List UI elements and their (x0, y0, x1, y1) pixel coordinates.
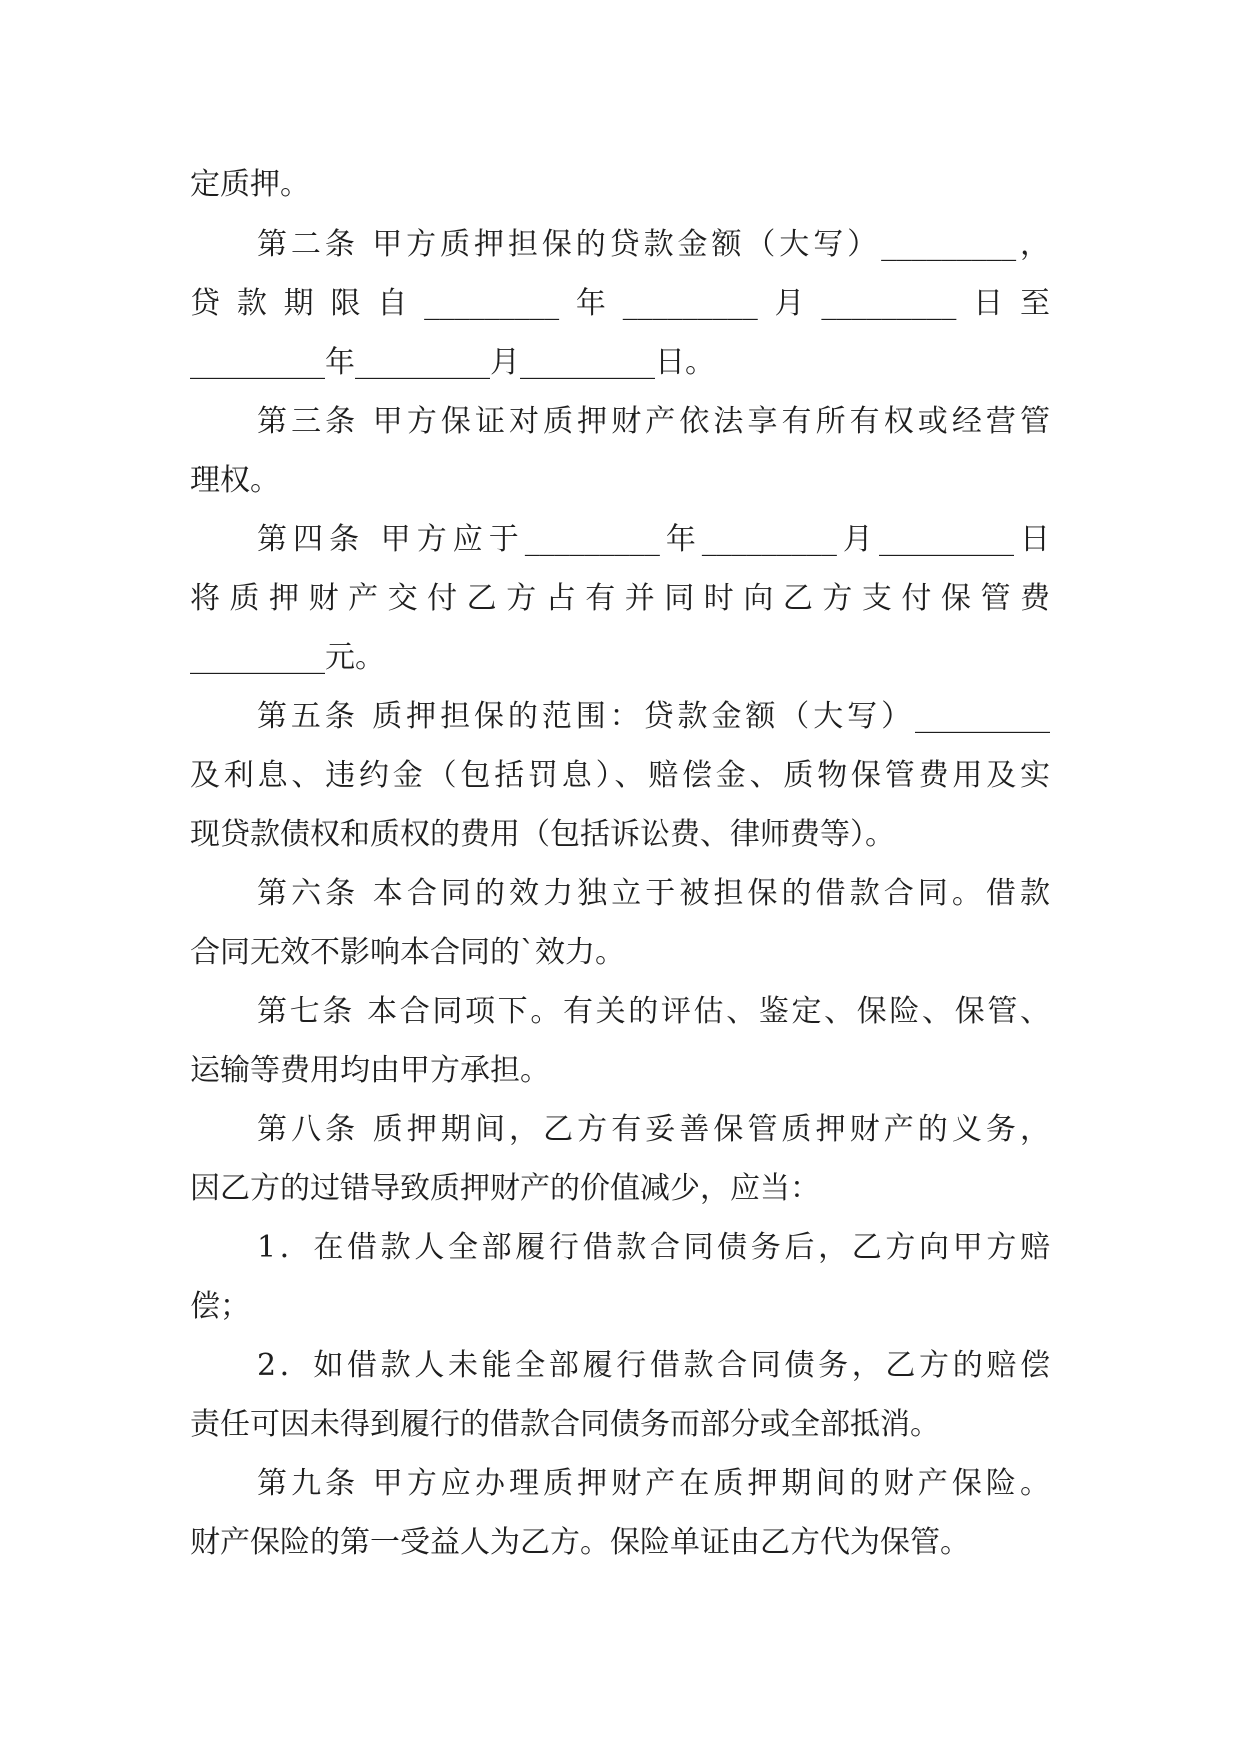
text-line: 第三条 甲方保证对质押财产依法享有所有权或经营管 (257, 404, 1050, 439)
text-line: _________元。 (190, 640, 385, 675)
text-line: 2．如借款人未能全部履行借款合同债务，乙方的赔偿 (257, 1348, 1050, 1383)
text-line: _________年_________月_________日。 (190, 345, 715, 380)
text-line: 贷款期限自_________年_________月_________日至 (190, 286, 1050, 321)
text-line: 第二条 甲方质押担保的贷款金额（大写）_________， (257, 227, 1050, 262)
text-line: 定质押。 (190, 167, 310, 202)
text-line: 第七条 本合同项下。有关的评估、鉴定、保险、保管、 (257, 994, 1050, 1029)
text-line: 因乙方的过错导致质押财产的价值减少，应当： (190, 1171, 820, 1206)
text-line: 第九条 甲方应办理质押财产在质押期间的财产保险。 (257, 1466, 1050, 1501)
text-line: 1．在借款人全部履行借款合同债务后，乙方向甲方赔 (257, 1230, 1050, 1265)
text-line: 第八条 质押期间，乙方有妥善保管质押财产的义务， (257, 1112, 1050, 1147)
text-line: 及利息、违约金（包括罚息）、赔偿金、质物保管费用及实 (190, 758, 1050, 793)
text-line: 运输等费用均由甲方承担。 (190, 1053, 550, 1088)
text-line: 财产保险的第一受益人为乙方。保险单证由乙方代为保管。 (190, 1525, 970, 1560)
text-line: 第六条 本合同的效力独立于被担保的借款合同。借款 (257, 876, 1050, 911)
text-line: 理权。 (190, 463, 280, 498)
text-line: 现贷款债权和质权的费用（包括诉讼费、律师费等）。 (190, 817, 895, 852)
text-line: 责任可因未得到履行的借款合同债务而部分或全部抵消。 (190, 1407, 940, 1442)
text-line: 合同无效不影响本合同的`效力。 (190, 935, 625, 970)
text-line: 第五条 质押担保的范围：贷款金额（大写）_________ (257, 699, 1050, 734)
text-line: 将质押财产交付乙方占有并同时向乙方支付保管费 (190, 581, 1050, 616)
text-line: 第四条 甲方应于_________年_________月_________日 (257, 522, 1050, 557)
text-line: 偿； (190, 1289, 250, 1324)
